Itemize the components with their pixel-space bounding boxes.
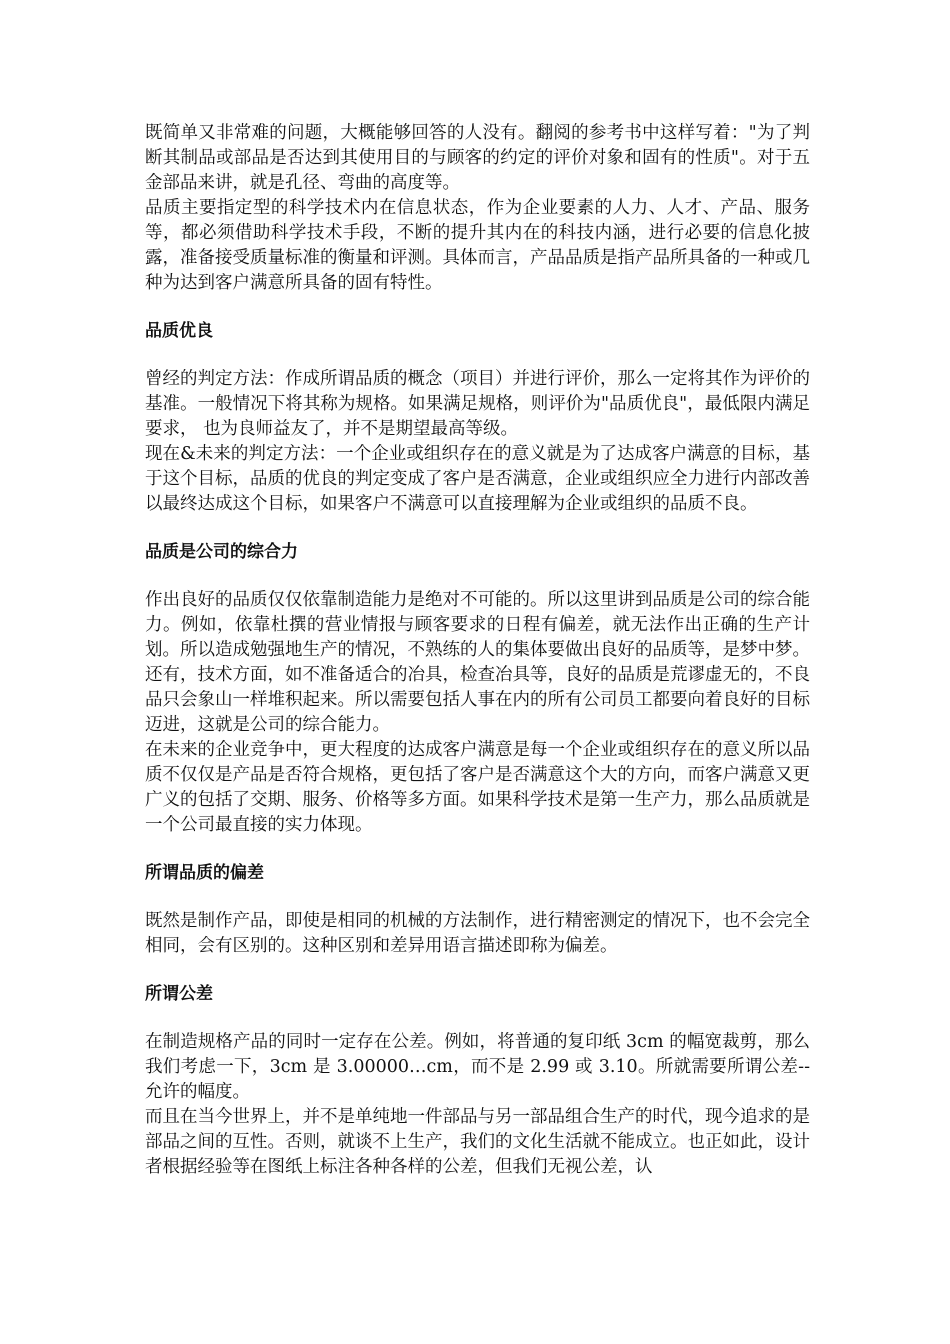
heading-quality-company-strength: 品质是公司的综合力 (145, 542, 298, 562)
heading-tolerance: 所谓公差 (145, 984, 213, 1004)
paragraph-intro-definition: 既简单又非常难的问题，大概能够回答的人没有。翻阅的参考书中这样写着："为了判断其制品或部品是否达到其使用目的与顾客的约定的评价对象和固有的性质"。对于五金部品来讲，就是孔径、弯曲的高度等。 (145, 123, 810, 193)
heading-quality-deviation: 所谓品质的偏差 (145, 863, 264, 883)
document-page (145, 121, 810, 1180)
paragraph-tolerance-interchangeability: 而且在当今世界上，并不是单纯地一件部品与另一部品组合生产的时代，现今追求的是部品之间的互性。否则，就谈不上生产，我们的文化生活就不能成立。也正如此，设计者根据经验等在图纸上标注各种各样的公差，但我们无视公差，认 (145, 1107, 810, 1177)
paragraph-future-judgement: 现在&未来的判定方法：一个企业或组织存在的意义就是为了达成客户满意的目标，基于这个目标，品质的优良的判定变成了客户是否满意，企业或组织应全力进行内部改善以最终达成这个目标，如果客户不满意可以直接理解为企业或组织的品质不良。 (145, 444, 810, 514)
paragraph-comprehensive-ability: 作出良好的品质仅仅依靠制造能力是绝对不可能的。所以这里讲到品质是公司的综合能力。例如，依靠杜撰的营业情报与顾客要求的日程有偏差，就无法作出正确的生产计划。所以造成勉强地生产的情况，不熟练的人的集体要做出良好的品质等，是梦中梦。还有，技术方面，如不准备适合的冶具，检查冶具等，良好的品质是荒谬虚无的，不良品只会象山一样堆积起来。所以需要包括人事在内的所有公司员工都要向着良好的目标迈进，这就是公司的综合能力。 (145, 590, 810, 735)
heading-quality-excellent: 品质优良 (145, 321, 213, 341)
paragraph-past-judgement: 曾经的判定方法：作成所谓品质的概念（项目）并进行评价，那么一定将其作为评价的基准。一般情况下将其称为规格。如果满足规格，则评价为"品质优良"，最低限内满足要求， 也为良师益友了，并不是期望最高等级。 (145, 369, 810, 439)
paragraph-future-competition: 在未来的企业竞争中，更大程度的达成客户满意是每一个企业或组织存在的意义所以品质不仅仅是产品是否符合规格，更包括了客户是否满意这个大的方向，而客户满意又更广义的包括了交期、服务、价格等多方面。如果科学技术是第一生产力，那么品质就是一个公司最直接的实力体现。 (145, 740, 810, 835)
paragraph-tolerance-example: 在制造规格产品的同时一定存在公差。例如，将普通的复印纸 3cm 的幅宽裁剪，那么我们考虑一下，3cm 是 3.00000…cm，而不是 2.99 或 3.10。所就需要所谓公差--允许的幅度。 (145, 1032, 810, 1102)
paragraph-intro-quality-state: 品质主要指定型的科学技术内在信息状态，作为企业要素的人力、人才、产品、服务等，都必须借助科学技术手段，不断的提升其内在的科技内涵，进行必要的信息化披露，准备接受质量标准的衡量和评测。具体而言，产品品质是指产品所具备的一种或几种为达到客户满意所具备的固有特性。 (145, 198, 810, 293)
paragraph-deviation: 既然是制作产品，即使是相同的机械的方法制作，进行精密测定的情况下，也不会完全相同，会有区别的。这种区别和差异用语言描述即称为偏差。 (145, 911, 810, 956)
